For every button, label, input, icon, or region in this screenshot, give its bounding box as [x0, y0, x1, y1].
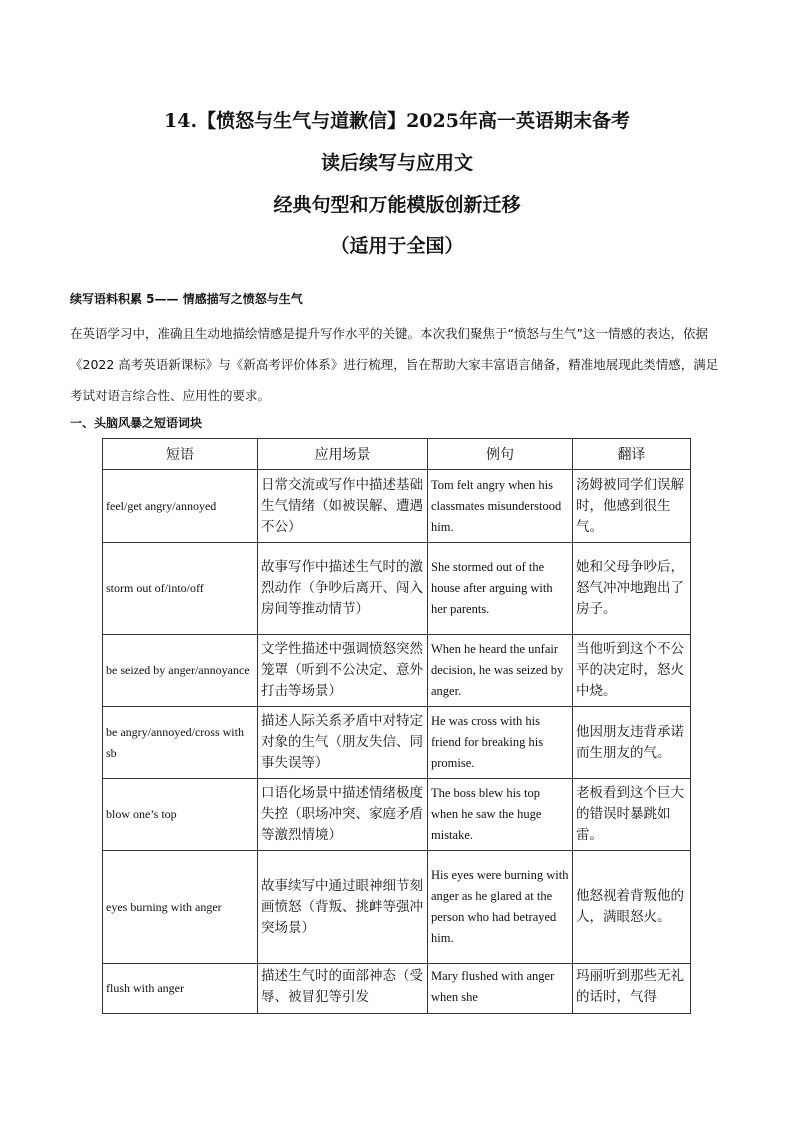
- example-cell: Tom felt angry when his classmates misunderstood him.: [428, 470, 573, 543]
- phrase-cell: eyes burning with anger: [103, 851, 258, 964]
- scenario-cell: 文学性描述中强调愤怒突然笼罩（听到不公决定、意外打击等场景）: [258, 635, 428, 707]
- doc-title-line4: （适用于全国）: [330, 235, 464, 257]
- phrase-cell: be angry/annoyed/cross with sb: [103, 707, 258, 779]
- phrase-table: [102, 438, 691, 1014]
- doc-title-line3: 经典句型和万能模版创新迁移: [273, 194, 521, 216]
- scenario-cell: 故事写作中描述生气时的激烈动作（争吵后离开、闯入房间等推动情节）: [258, 543, 428, 635]
- scenario-cell: 口语化场景中描述情绪极度失控（职场冲突、家庭矛盾等激烈情境）: [258, 779, 428, 851]
- doc-title-line2: 读后续写与应用文: [320, 152, 473, 174]
- translation-cell: 汤姆被同学们误解时，他感到很生气。: [573, 470, 691, 543]
- translation-cell: 当他听到这个不公平的决定时，怒火中烧。: [573, 635, 691, 707]
- scenario-cell: 描述生气时的面部神态（受辱、被冒犯等引发: [258, 964, 428, 1014]
- example-cell: Mary flushed with anger when she: [428, 964, 573, 1014]
- table-row: [103, 707, 691, 779]
- table-header-row: [103, 439, 691, 470]
- header-scenario: 应用场景: [258, 439, 428, 470]
- subheading: 一、头脑风暴之短语词块: [70, 416, 203, 430]
- phrase-cell: storm out of/into/off: [103, 543, 258, 635]
- table-row: [103, 635, 691, 707]
- doc-title-line1: 14.【愤怒与生气与道歉信】2025年高一英语期末备考: [164, 110, 630, 132]
- header-translation: 翻译: [573, 439, 691, 470]
- table-row: [103, 543, 691, 635]
- translation-cell: 老板看到这个巨大的错误时暴跳如雷。: [573, 779, 691, 851]
- intro-paragraph: 在英语学习中，准确且生动地描绘情感是提升写作水平的关键。本次我们聚焦于“愤怒与生气”这一情感的表达，依据《2022 高考英语新课标》与《新高考评价体系》进行梳理，旨在帮助大家丰富语言储备，精准地展现此类情感，满足考试对语言综合性、应用性的要求。: [70, 326, 719, 403]
- translation-cell: 她和父母争吵后，怒气冲冲地跑出了房子。: [573, 543, 691, 635]
- example-cell: When he heard the unfair decision, he was seized by anger.: [428, 635, 573, 707]
- table-row: [103, 779, 691, 851]
- phrase-cell: be seized by anger/annoyance: [103, 635, 258, 707]
- translation-cell: 玛丽听到那些无礼的话时，气得: [573, 964, 691, 1014]
- example-cell: The boss blew his top when he saw the huge mistake.: [428, 779, 573, 851]
- section-heading: 续写语料积累 5—— 情感描写之愤怒与生气: [70, 292, 303, 306]
- table-row: [103, 964, 691, 1014]
- example-cell: She stormed out of the house after arguing with her parents.: [428, 543, 573, 635]
- scenario-cell: 故事续写中通过眼神细节刻画愤怒（背叛、挑衅等强冲突场景）: [258, 851, 428, 964]
- phrase-cell: blow one’s top: [103, 779, 258, 851]
- header-example: 例句: [428, 439, 573, 470]
- phrase-cell: feel/get angry/annoyed: [103, 470, 258, 543]
- translation-cell: 他怒视着背叛他的人，满眼怒火。: [573, 851, 691, 964]
- header-phrase: 短语: [103, 439, 258, 470]
- table-row: [103, 851, 691, 964]
- translation-cell: 他因朋友违背承诺而生朋友的气。: [573, 707, 691, 779]
- example-cell: He was cross with his friend for breaking his promise.: [428, 707, 573, 779]
- table-row: [103, 470, 691, 543]
- phrase-cell: flush with anger: [103, 964, 258, 1014]
- scenario-cell: 描述人际关系矛盾中对特定对象的生气（朋友失信、同事失误等）: [258, 707, 428, 779]
- scenario-cell: 日常交流或写作中描述基础生气情绪（如被误解、遭遇不公）: [258, 470, 428, 543]
- example-cell: His eyes were burning with anger as he glared at the person who had betrayed him.: [428, 851, 573, 964]
